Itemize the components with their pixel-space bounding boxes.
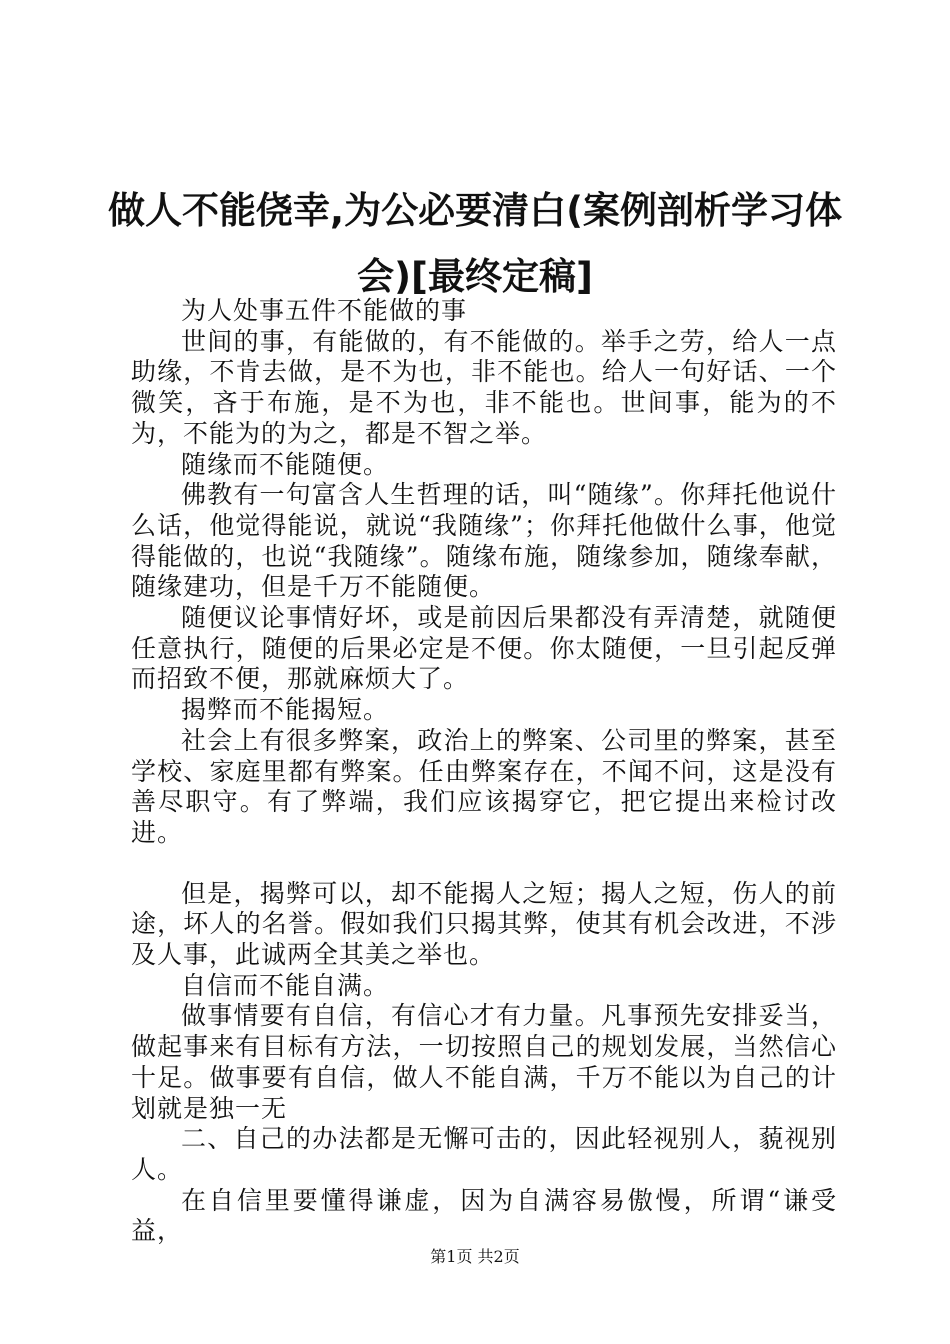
paragraph: 社会上有很多弊案，政治上的弊案、公司里的弊案，甚至学校、家庭里都有弊案。任由弊案存在，不闻不问，这是没有善尽职守。有了弊端，我们应该揭穿它，把它提出来检讨改进。: [131, 725, 837, 847]
paragraph: 自信而不能自满。: [181, 970, 390, 1000]
paragraph: 佛教有一句富含人生哲理的话，叫“随缘”。你拜托他说什么话，他觉得能说，就说“我随缘”；你拜托他做什么事，他觉得能做的，也说“我随缘”。随缘布施，随缘参加，随缘奉献，随缘建功，但是千万不能随便。: [131, 480, 837, 602]
document-title: 做人不能侥幸,为公必要清白(案例剖析学习体会)[最终定稿]: [108, 189, 842, 298]
page-number: 第1页 共2页: [430, 1247, 520, 1266]
paragraph: 随缘而不能随便。: [181, 449, 390, 479]
paragraph: 在自信里要懂得谦虚，因为自满容易傲慢，所谓“谦受益，: [131, 1185, 837, 1246]
paragraph: 二、自己的办法都是无懈可击的，因此轻视别人，藐视别人。: [131, 1124, 837, 1184]
paragraph: 揭弊而不能揭短。: [181, 695, 390, 725]
document-body: [131, 296, 837, 1247]
paragraph: 做事情要有自信，有信心才有力量。凡事预先安排妥当，做起事来有目标有方法，一切按照自己的规划发展，当然信心十足。做事要有自信，做人不能自满，千万不能以为自己的计划就是独一无: [131, 1001, 837, 1123]
paragraph: 世间的事，有能做的，有不能做的。举手之劳，给人一点助缘，不肯去做，是不为也，非不能也。给人一句好话、一个微笑，吝于布施，是不为也，非不能也。世间事，能为的不为，不能为的为之，都是不智之举。: [131, 326, 837, 448]
paragraph-spacer: [131, 849, 837, 879]
paragraph: 但是，揭弊可以，却不能揭人之短；揭人之短，伤人的前途，坏人的名誉。假如我们只揭其弊，使其有机会改进，不涉及人事，此诚两全其美之举也。: [131, 878, 837, 970]
paragraph: 为人处事五件不能做的事: [181, 296, 468, 325]
paragraph: 随便议论事情好坏，或是前因后果都没有弄清楚，就随便任意执行，随便的后果必定是不便。你太随便，一旦引起反弹而招致不便，那就麻烦大了。: [131, 603, 837, 694]
